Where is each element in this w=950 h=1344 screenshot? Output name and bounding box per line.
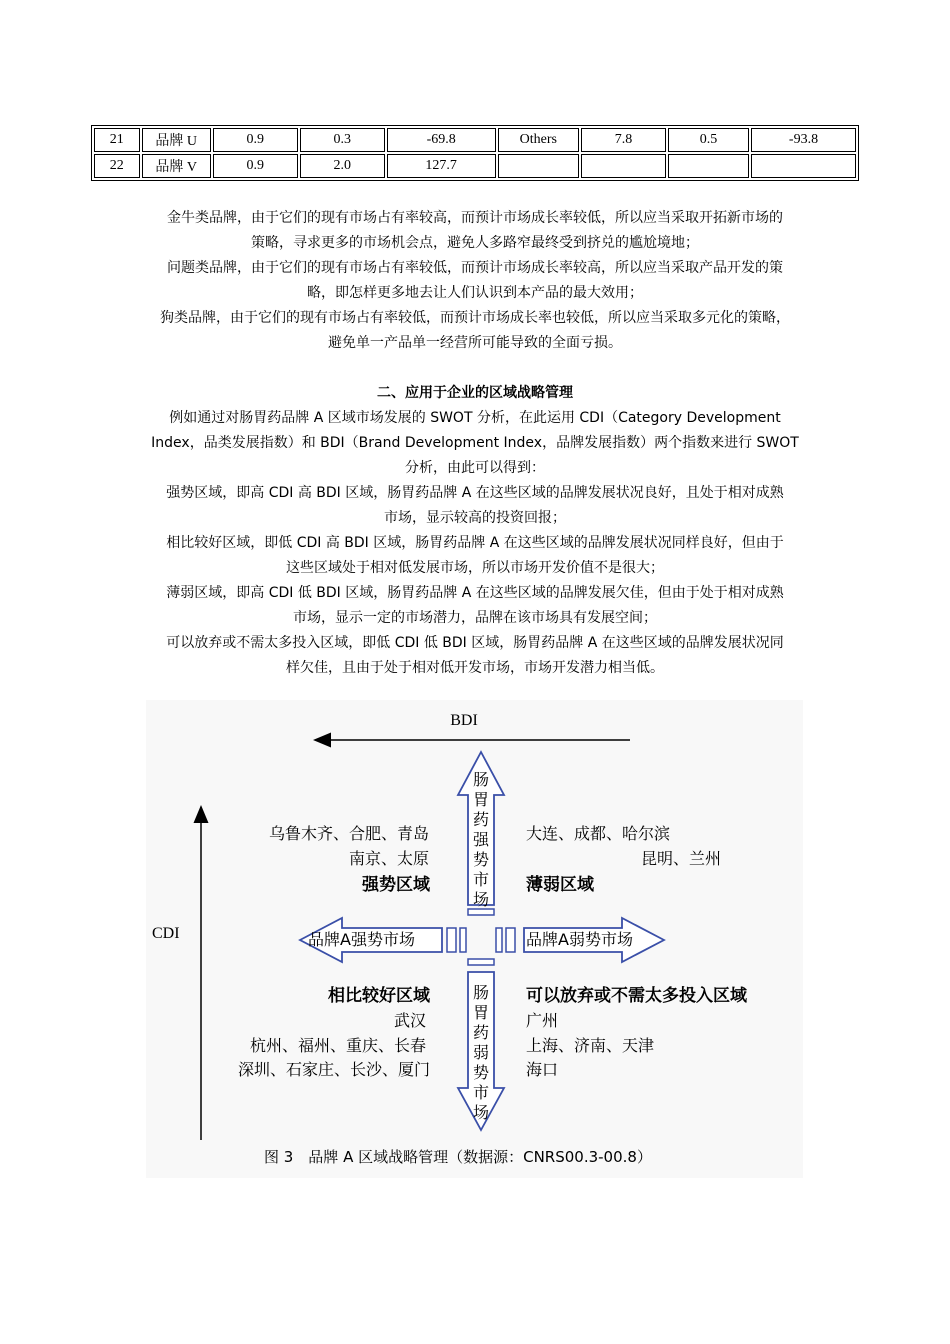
table-cell: 127.7 <box>387 154 496 178</box>
table-cell: 品牌 U <box>142 128 211 152</box>
text-line: 市场，显示一定的市场潜力，品牌在该市场具有发展空间； <box>293 610 657 626</box>
table-cell: 7.8 <box>581 128 666 152</box>
q-bottom-left-cities-3: 深圳、石家庄、长沙、厦门 <box>237 1060 430 1079</box>
regional-strategy-figure <box>146 700 803 1178</box>
figure-caption: 图 3 品牌 A 区域战略管理（数据源：CNRS00.3-00.8） <box>264 1148 652 1166</box>
q-bottom-left-cities-1: 武汉 <box>393 1011 426 1030</box>
q-bottom-right-cities-2: 上海、济南、天津 <box>526 1036 655 1055</box>
text-line: 狗类品牌，由于它们的现有市场占有率较低，而预计市场成长率也较低，所以应当采取多元化的策略， <box>160 310 790 326</box>
arrow-char: 肠 <box>472 983 490 1002</box>
q-top-right-cities-2: 昆明、兰州 <box>640 849 721 868</box>
q-top-right-cities-1: 大连、成都、哈尔滨 <box>526 824 671 843</box>
table-cell <box>751 154 856 178</box>
arrow-down-label <box>473 983 489 1122</box>
q-top-left-cities-1: 乌鲁木齐、合肥、青岛 <box>268 824 429 843</box>
arrow-char: 市 <box>472 1083 490 1102</box>
arrow-char: 胃 <box>472 790 490 809</box>
table-cell <box>498 154 579 178</box>
q-top-left-cities-2: 南京、太原 <box>348 849 429 868</box>
q-bottom-left-title: 相比较好区域 <box>328 986 430 1006</box>
arrow-up-label <box>473 770 490 909</box>
text-line: 可以放弃或不需太多投入区域，即低 CDI 低 BDI 区域，肠胃药品牌 A 在这些区域的品牌发展状况同 <box>166 635 784 651</box>
table-cell: -69.8 <box>387 128 496 152</box>
q-top-left-title: 强势区域 <box>362 875 430 895</box>
q-bottom-right-title: 可以放弃或不需太多投入区域 <box>526 986 747 1006</box>
q-bottom-left-cities-2: 杭州、福州、重庆、长春 <box>249 1036 426 1055</box>
center-box-right-2 <box>506 928 515 952</box>
text-line: 这些区域处于相对低发展市场，所以市场开发价值不是很大； <box>286 560 664 576</box>
center-box-bottom <box>468 959 494 965</box>
table-cell: 21 <box>94 128 140 152</box>
arrow-char: 场 <box>472 1103 490 1122</box>
table-row <box>94 154 856 178</box>
text-line: 问题类品牌，由于它们的现有市场占有率较低，而预计市场成长率较高，所以应当采取产品开发的策 <box>167 260 783 276</box>
bdi-axis-label: BDI <box>450 712 478 729</box>
text-line: Index，品类发展指数）和 BDI（Brand Development Index，品牌发展指数）两个指数来进行 SWOT <box>151 435 799 451</box>
table-cell: 品牌 V <box>142 154 211 178</box>
table-cell: 0.9 <box>213 128 298 152</box>
text-line: 强势区域，即高 CDI 高 BDI 区域，肠胃药品牌 A 在这些区域的品牌发展状况良好，且处于相对成熟 <box>166 485 784 501</box>
text-line: 避免单一产品单一经营所可能导致的全面亏损。 <box>328 335 622 351</box>
table-cell: 0.3 <box>300 128 385 152</box>
table-cell <box>581 154 666 178</box>
arrow-char: 势 <box>472 850 490 869</box>
table-cell: 2.0 <box>300 154 385 178</box>
text-line: 金牛类品牌，由于它们的现有市场占有率较高，而预计市场成长率较低，所以应当采取开拓新市场的 <box>167 210 783 226</box>
arrow-char: 肠 <box>472 770 490 789</box>
arrow-char: 场 <box>472 890 490 909</box>
table-cell: 22 <box>94 154 140 178</box>
q-top-right-title: 薄弱区域 <box>526 875 594 895</box>
center-box-left-2 <box>460 928 466 952</box>
q-bottom-right-cities-1: 广州 <box>526 1011 559 1030</box>
table-row <box>94 128 856 152</box>
arrow-char: 市 <box>472 870 490 889</box>
center-box-left-1 <box>447 928 456 952</box>
center-box-top <box>468 909 494 915</box>
q-bottom-right-cities-3: 海口 <box>526 1060 559 1079</box>
text-line: 市场，显示较高的投资回报； <box>384 510 566 526</box>
center-box-right-1 <box>496 928 502 952</box>
table-cell <box>668 154 749 178</box>
text-line: 相比较好区域，即低 CDI 高 BDI 区域，肠胃药品牌 A 在这些区域的品牌发展状况同样良好，但由于 <box>166 535 784 551</box>
arrow-left-label: 品牌A强势市场 <box>308 930 415 949</box>
text-line: 样欠佳，且由于处于相对低开发市场，市场开发潜力相当低。 <box>286 660 664 676</box>
table-cell: Others <box>498 128 579 152</box>
text-line: 例如通过对肠胃药品牌 A 区域市场发展的 SWOT 分析，在此运用 CDI（Category Development <box>169 410 781 426</box>
arrow-char: 强 <box>472 830 490 849</box>
arrow-right-label: 品牌A弱势市场 <box>526 930 633 949</box>
arrow-char: 药 <box>472 1023 490 1042</box>
text-line: 略，即怎样更多地去让人们认识到本产品的最大效用； <box>307 285 643 301</box>
table-cell: 0.9 <box>213 154 298 178</box>
text-line: 薄弱区域，即高 CDI 低 BDI 区域，肠胃药品牌 A 在这些区域的品牌发展欠佳，但由于处于相对成熟 <box>166 585 784 601</box>
arrow-char: 胃 <box>472 1003 490 1022</box>
table-cell: 0.5 <box>668 128 749 152</box>
arrow-char: 势 <box>472 1063 490 1082</box>
strategy-diagram <box>146 700 803 1178</box>
text-line: 分析，由此可以得到： <box>405 460 545 476</box>
section-heading: 二、应用于企业的区域战略管理 <box>377 385 573 401</box>
table-cell: -93.8 <box>751 128 856 152</box>
arrow-char: 弱 <box>472 1043 490 1062</box>
brand-data-table <box>91 125 859 181</box>
text-line: 策略，寻求更多的市场机会点，避免人多路窄最终受到挤兑的尴尬境地； <box>251 235 699 251</box>
arrow-char: 药 <box>472 810 490 829</box>
cdi-axis-label: CDI <box>152 925 180 942</box>
